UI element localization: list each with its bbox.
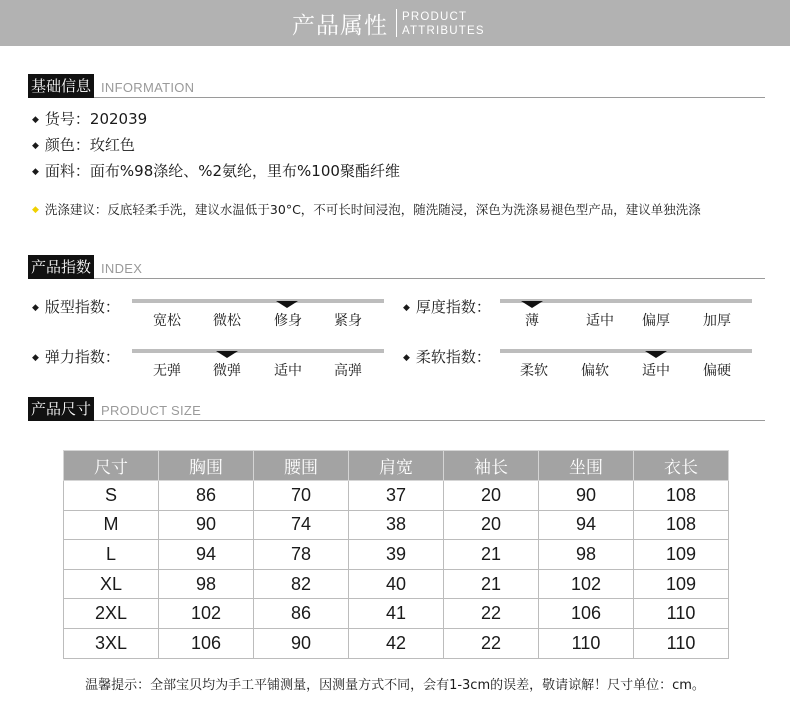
column-header: 胸围 xyxy=(159,451,254,481)
index-thickness-marker xyxy=(521,301,543,308)
index-fit-track xyxy=(132,299,384,303)
fabric-text: 面料：面布%98涤纶、%2氨纶，里布%100聚酯纤维 xyxy=(44,162,400,180)
table-cell: 20 xyxy=(444,481,539,511)
index-thickness-option: 加厚 xyxy=(703,313,731,329)
info-item-number xyxy=(32,108,147,129)
column-header: 肩宽 xyxy=(349,451,444,481)
bullet-icon: ◆ xyxy=(403,353,410,363)
table-cell: 98 xyxy=(159,569,254,599)
table-cell: 108 xyxy=(634,481,729,511)
table-cell: 109 xyxy=(634,540,729,570)
section-title-en: INFORMATION xyxy=(101,80,195,95)
table-cell: 86 xyxy=(254,599,349,629)
table-cell: 90 xyxy=(254,628,349,658)
table-cell: 106 xyxy=(159,628,254,658)
banner-subtitle-line1: PRODUCT xyxy=(402,11,468,23)
table-cell: 90 xyxy=(159,510,254,540)
table-cell: 3XL xyxy=(64,628,159,658)
info-fabric xyxy=(32,160,400,181)
table-cell: 109 xyxy=(634,569,729,599)
table-cell: 70 xyxy=(254,481,349,511)
index-thickness-option: 适中 xyxy=(586,313,614,329)
index-softness-option: 偏硬 xyxy=(703,363,731,379)
table-cell: 110 xyxy=(634,628,729,658)
index-softness-label-text: 柔软指数： xyxy=(415,348,491,366)
wash-text: 洗涤建议：反底轻柔手洗，建议水温低于30°C，不可长时间浸泡，随洗随浸，深色为洗涤易褪色型产品，建议单独洗涤 xyxy=(44,202,701,217)
table-cell: 74 xyxy=(254,510,349,540)
table-cell: M xyxy=(64,510,159,540)
index-elasticity-label-text: 弹力指数： xyxy=(44,348,120,366)
table-cell: 41 xyxy=(349,599,444,629)
bullet-icon: ◆ xyxy=(403,303,410,313)
table-cell: 78 xyxy=(254,540,349,570)
table-cell: 94 xyxy=(159,540,254,570)
table-cell: 98 xyxy=(539,540,634,570)
index-softness-option: 适中 xyxy=(642,363,670,379)
index-elasticity-track xyxy=(132,349,384,353)
table-row xyxy=(64,628,729,658)
bullet-icon: ◆ xyxy=(32,303,39,313)
index-thickness-label-text: 厚度指数： xyxy=(415,298,491,316)
header-banner xyxy=(0,0,790,46)
bullet-icon: ◆ xyxy=(32,141,39,151)
table-row xyxy=(64,599,729,629)
bullet-icon: ◆ xyxy=(32,353,39,363)
info-color xyxy=(32,134,135,155)
table-cell: 102 xyxy=(539,569,634,599)
footer-tip: 温馨提示：全部宝贝均为手工平铺测量，因测量方式不同，会有1-3cm的误差，敬请谅解！尺寸单位：cm。 xyxy=(85,678,705,693)
table-cell: 21 xyxy=(444,540,539,570)
banner-subtitle xyxy=(402,10,485,38)
section-title-en: PRODUCT SIZE xyxy=(101,403,202,418)
table-cell: 90 xyxy=(539,481,634,511)
section-header-index xyxy=(28,255,765,279)
table-cell: L xyxy=(64,540,159,570)
table-cell: 22 xyxy=(444,628,539,658)
index-thickness-option: 偏厚 xyxy=(642,313,670,329)
section-title-cn: 基础信息 xyxy=(28,74,94,98)
index-thickness-label xyxy=(403,296,491,317)
color-text: 颜色：玫红色 xyxy=(44,136,135,154)
index-fit-option: 修身 xyxy=(274,313,302,329)
index-softness-label xyxy=(403,346,491,367)
index-fit-option: 宽松 xyxy=(153,313,181,329)
index-fit-label xyxy=(32,296,120,317)
table-cell: S xyxy=(64,481,159,511)
table-cell: 21 xyxy=(444,569,539,599)
index-softness-marker xyxy=(645,351,667,358)
table-cell: 42 xyxy=(349,628,444,658)
index-fit-marker xyxy=(276,301,298,308)
index-thickness-option: 薄 xyxy=(525,313,539,329)
index-softness-option: 柔软 xyxy=(520,363,548,379)
table-cell: 94 xyxy=(539,510,634,540)
index-elasticity-option: 微弹 xyxy=(213,363,241,379)
index-fit-option: 微松 xyxy=(213,313,241,329)
column-header: 袖长 xyxy=(444,451,539,481)
table-cell: 82 xyxy=(254,569,349,599)
table-cell: 108 xyxy=(634,510,729,540)
bullet-icon: ◆ xyxy=(32,167,39,177)
bullet-icon: ◆ xyxy=(32,205,39,215)
item-number-text: 货号：202039 xyxy=(44,110,148,128)
table-cell: 102 xyxy=(159,599,254,629)
table-cell: 40 xyxy=(349,569,444,599)
index-elasticity-marker xyxy=(216,351,238,358)
table-cell: 22 xyxy=(444,599,539,629)
table-cell: 37 xyxy=(349,481,444,511)
info-wash xyxy=(32,200,701,218)
table-cell: 20 xyxy=(444,510,539,540)
index-softness-track xyxy=(500,349,752,353)
column-header: 坐围 xyxy=(539,451,634,481)
table-cell: 86 xyxy=(159,481,254,511)
table-cell: 38 xyxy=(349,510,444,540)
section-title-cn: 产品指数 xyxy=(28,255,94,279)
table-row xyxy=(64,481,729,511)
table-cell: 106 xyxy=(539,599,634,629)
index-fit-label-text: 版型指数： xyxy=(44,298,120,316)
column-header: 尺寸 xyxy=(64,451,159,481)
column-header: 腰围 xyxy=(254,451,349,481)
table-row xyxy=(64,510,729,540)
banner-divider xyxy=(396,9,397,37)
table-cell: XL xyxy=(64,569,159,599)
index-elasticity-option: 高弹 xyxy=(334,363,362,379)
table-cell: 110 xyxy=(634,599,729,629)
section-header-basic xyxy=(28,74,765,98)
bullet-icon: ◆ xyxy=(32,115,39,125)
index-softness-option: 偏软 xyxy=(581,363,609,379)
table-row xyxy=(64,569,729,599)
index-elasticity-label xyxy=(32,346,120,367)
index-fit-option: 紧身 xyxy=(334,313,362,329)
size-table xyxy=(63,450,729,659)
table-cell: 39 xyxy=(349,540,444,570)
index-elasticity-option: 适中 xyxy=(274,363,302,379)
section-header-size xyxy=(28,397,765,421)
banner-title: 产品属性 xyxy=(292,13,388,39)
section-title-cn: 产品尺寸 xyxy=(28,397,94,421)
index-elasticity-option: 无弹 xyxy=(153,363,181,379)
table-cell: 110 xyxy=(539,628,634,658)
banner-subtitle-line2: ATTRIBUTES xyxy=(402,25,485,37)
table-cell: 2XL xyxy=(64,599,159,629)
column-header: 衣长 xyxy=(634,451,729,481)
table-row xyxy=(64,540,729,570)
section-title-en: INDEX xyxy=(101,261,143,276)
table-header-row xyxy=(64,451,729,481)
